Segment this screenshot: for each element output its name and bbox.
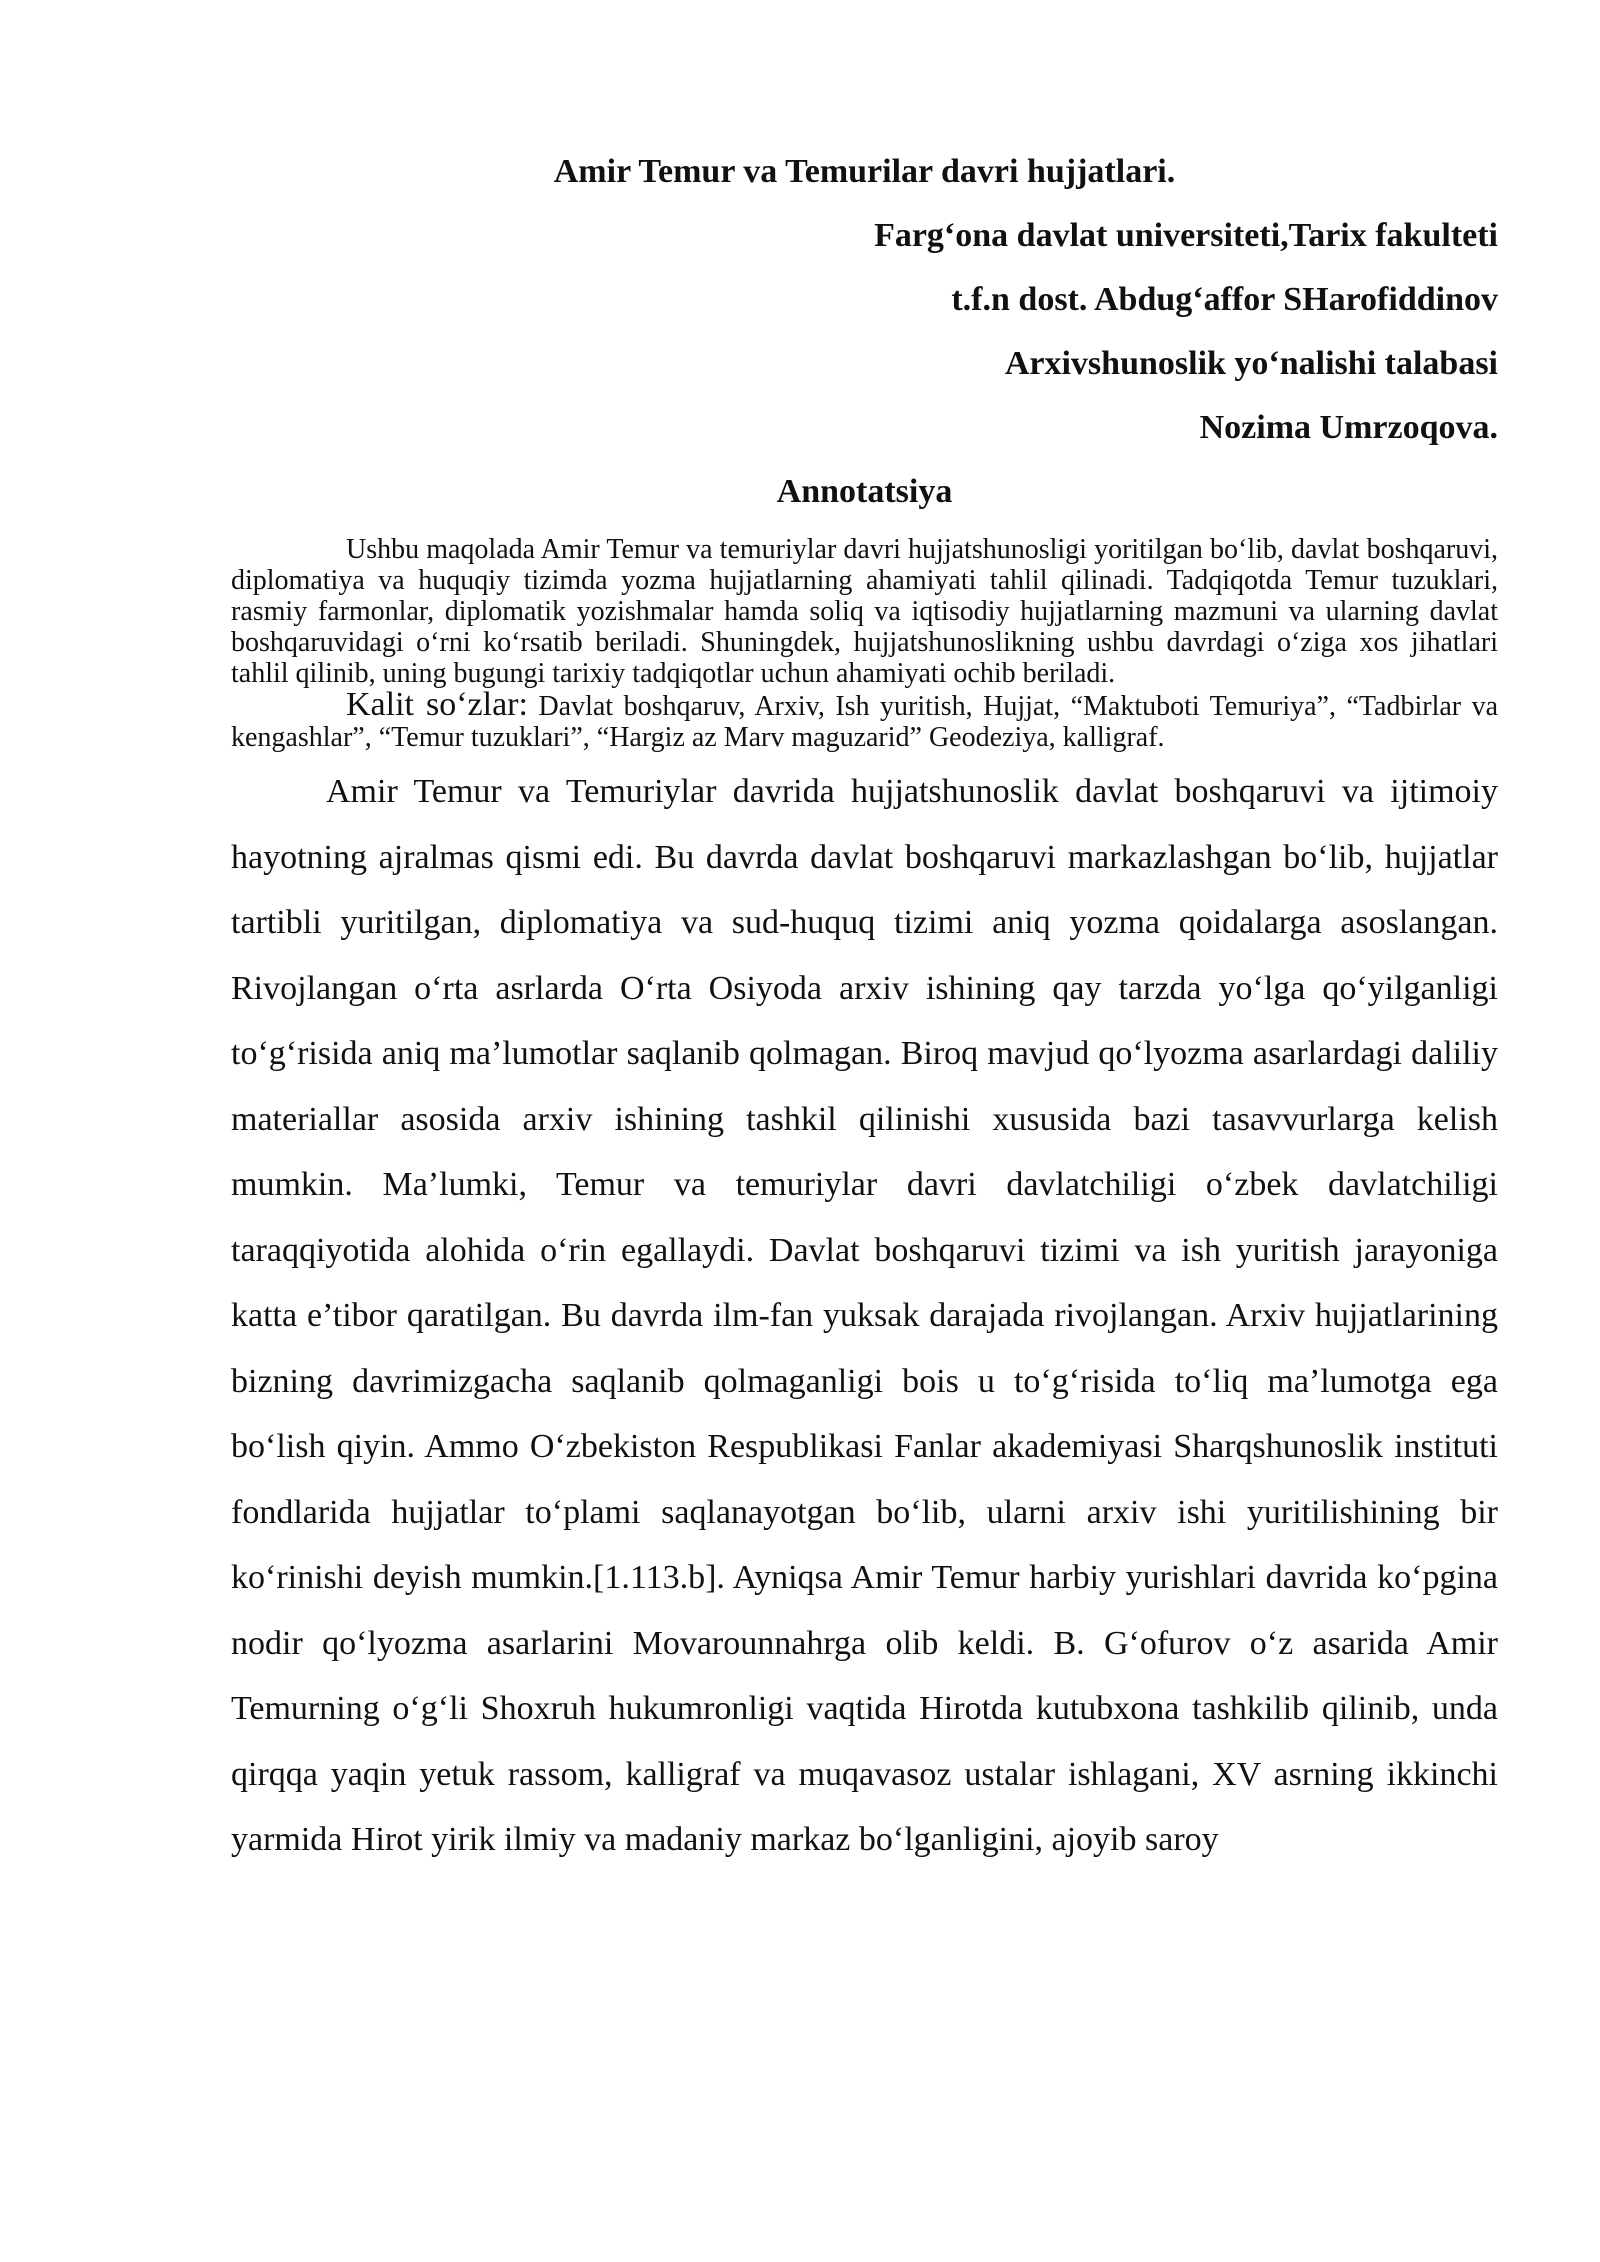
annotation-heading: Annotatsiya <box>776 473 953 510</box>
annotation-text: Ushbu maqolada Amir Temur va temuriylar davri hujjatshunosligi yoritilgan bo‘lib, davlat boshqaruvi, diplomatiya va huquqiy tizimda yozma hujjatlarning ahamiyati tahlil qilinadi. Tadqiqotda Temur tuzuklari, rasmiy farmonlar, diplomatik yozishmalar hamda soliq va iqtisodiy hujjatlarning mazmuni va ularning davlat boshqaruvidagi o‘rni ko‘rsatib beriladi. Shuningdek, hujjatshunoslikning ushbu davrdagi o‘ziga xos jihatlari tahlil qilinib, uning bugungi tarixiy tadqiqotlar uchun ahamiyati ochib beriladi. <box>231 534 1498 689</box>
body-paragraph: Amir Temur va Temuriylar davrida hujjatshunoslik davlat boshqaruvi va ijtimoiy hayotning ajralmas qismi edi. Bu davrda davlat boshqaruvi markazlashgan bo‘lib, hujjatlar tartibli yuritilgan, diplomatiya va sud-huquq tizimi aniq yozma qoidalarga asoslangan. Rivojlangan o‘rta asrlarda O‘rta Osiyoda arxiv ishining qay tarzda yo‘lga qo‘yilganligi to‘g‘risida aniq ma’lumotlar saqlanib qolmagan. Biroq mavjud qo‘lyozma asarlardagi daliliy materiallar asosida arxiv ishining tashkil qilinishi xususida bazi tasavvurlarga kelish mumkin. Ma’lumki, Temur va temuriylar davri davlatchiligi o‘zbek davlatchiligi taraqqiyotida alohida o‘rin egallaydi. Davlat boshqaruvi tizimi va ish yuritish jarayoniga katta e’tibor qaratilgan. Bu davrda ilm-fan yuksak darajada rivojlangan. Arxiv hujjatlarining bizning davrimizgacha saqlanib qolmaganligi bois u to‘g‘risida to‘liq ma’lumotga ega bo‘lish qiyin. Ammo O‘zbekiston Respublikasi Fanlar akademiyasi Sharqshunoslik instituti fondlarida hujjatlar to‘plami saqlanayotgan bo‘lib, ularni arxiv ishi yuritilishining bir ko‘rinishi deyish mumkin.[1.113.b]. Ayniqsa Amir Temur harbiy yurishlari davrida ko‘pgina nodir qo‘lyozma asarlarini Movarounnahrga olib keldi. B. G‘ofurov o‘z asarida Amir Temurning o‘g‘li Shoxruh hukumronligi vaqtida Hirotda kutubxona tashkilib qilinib, unda qirqqa yaqin yetuk rassom, kalligraf va muqavasoz ustalar ishlagani, XV asrning ikkinchi yarmida Hirot yirik ilmiy va madaniy markaz bo‘lganligini, ajoyib saroy <box>231 773 1498 1858</box>
keywords-paragraph <box>231 686 1499 753</box>
keywords-text: Davlat boshqaruv, Arxiv, Ish yuritish, Hujjat, “Maktuboti Temuriya”, “Tadbirlar va kengashlar”, “Temur tuzuklari”, “Hargiz az Marv maguzarid” Geodeziya, kalligraf. <box>231 691 1499 753</box>
document-page <box>231 150 1498 1873</box>
student-program: Arxivshunoslik yo‘nalishi talabasi <box>1004 345 1498 382</box>
keywords-label: Kalit so‘zlar: <box>346 686 528 723</box>
author-name: Nozima Umrzoqova. <box>1199 409 1498 446</box>
author-affiliation: Farg‘ona davlat universiteti,Tarix fakulteti <box>874 217 1498 254</box>
document-title: Amir Temur va Temurilar davri hujjatlari. <box>553 153 1176 190</box>
supervisor-name: t.f.n dost. Abdug‘affor SHarofiddinov <box>951 281 1498 318</box>
